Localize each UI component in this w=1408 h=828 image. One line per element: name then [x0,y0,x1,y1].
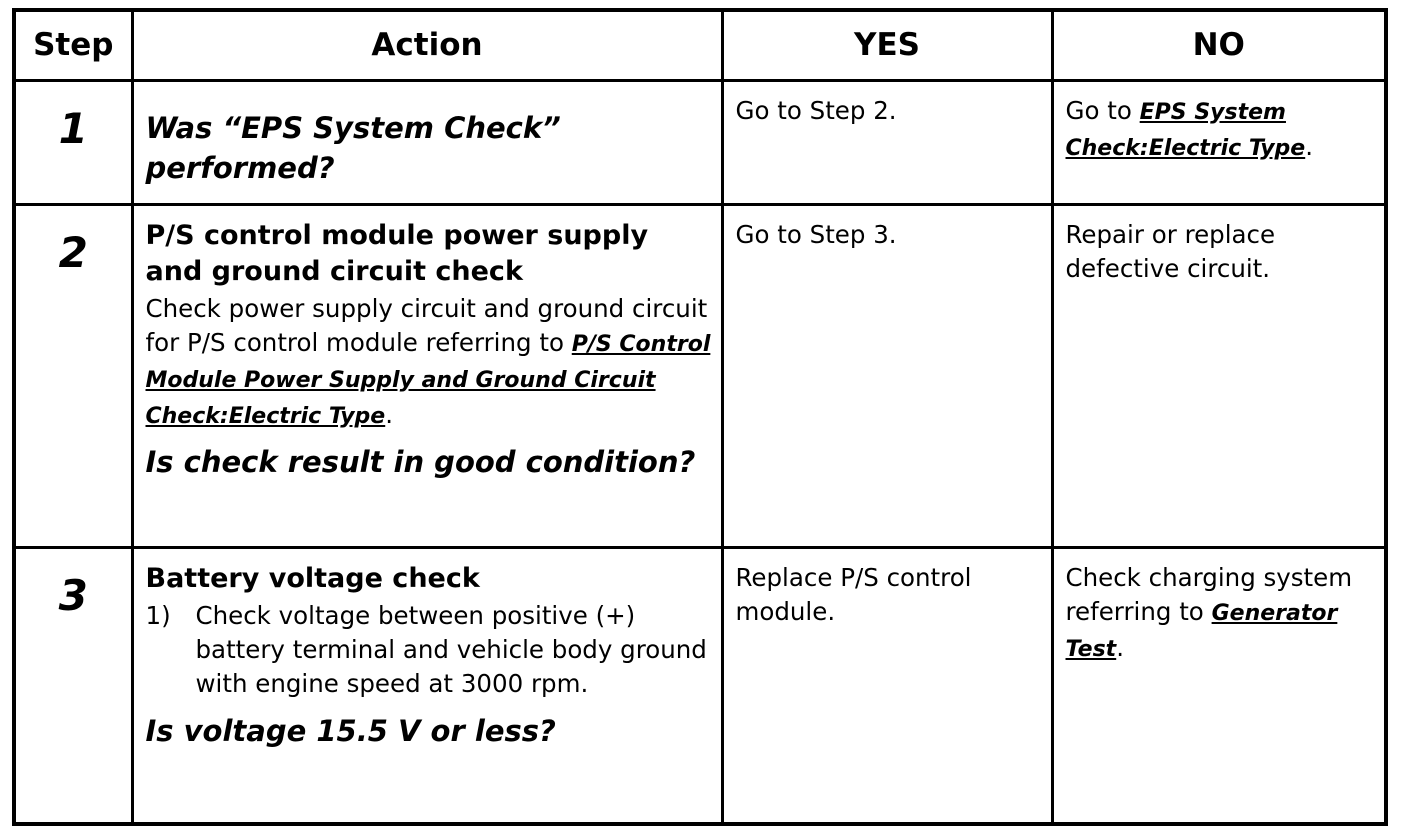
list-number: 1) [145,600,171,630]
header-step: Step [14,10,132,80]
body-suffix: . [385,399,394,429]
step-number: 3 [14,547,132,824]
action-list-item [146,599,711,701]
yes-cell: Replace P/S control module. [722,547,1052,824]
action-title: Battery voltage check [145,562,480,594]
no-cell: Repair or replace defective circuit. [1052,204,1386,547]
header-no: NO [1052,10,1386,80]
step-number: 1 [14,80,132,204]
no-cell [1052,547,1386,824]
header-yes: YES [722,10,1052,80]
step-number: 2 [14,204,132,547]
action-cell [132,80,722,204]
eps-system-check-link[interactable]: EPS System Check:Electric Type [1065,99,1306,161]
header-row [14,10,1386,80]
generator-test-link[interactable]: Generator Test [1065,600,1338,662]
troubleshooting-table [12,8,1388,826]
action-question: Is voltage 15.5 V or less? [145,713,556,748]
action-title: P/S control module power supply and ground circuit check [145,219,649,287]
action-question: Was “EPS System Check” performed? [145,110,561,185]
yes-cell: Go to Step 2. [722,80,1052,204]
yes-cell: Go to Step 3. [722,204,1052,547]
no-text: Check charging system referring to [1065,562,1353,626]
step-row-1 [14,80,1386,204]
body-text: Check power supply circuit and ground circuit for P/S control module referring to [145,293,708,357]
no-cell [1052,80,1386,204]
no-text: Go to [1065,95,1140,125]
step-row-3 [14,547,1386,824]
step-row-2 [14,204,1386,547]
ps-power-supply-check-link[interactable]: P/S Control Module Power Supply and Ground Circuit Check:Electric Type [145,331,711,429]
no-suffix: . [1305,131,1314,161]
action-body [146,292,711,434]
action-question: Is check result in good condition? [145,444,696,479]
no-suffix: . [1116,632,1124,662]
action-cell [132,204,722,547]
header-action: Action [132,10,722,80]
action-cell [132,547,722,824]
list-text: Check voltage between positive (+) battery terminal and vehicle body ground with engine speed at 3000 rpm. [195,600,707,698]
